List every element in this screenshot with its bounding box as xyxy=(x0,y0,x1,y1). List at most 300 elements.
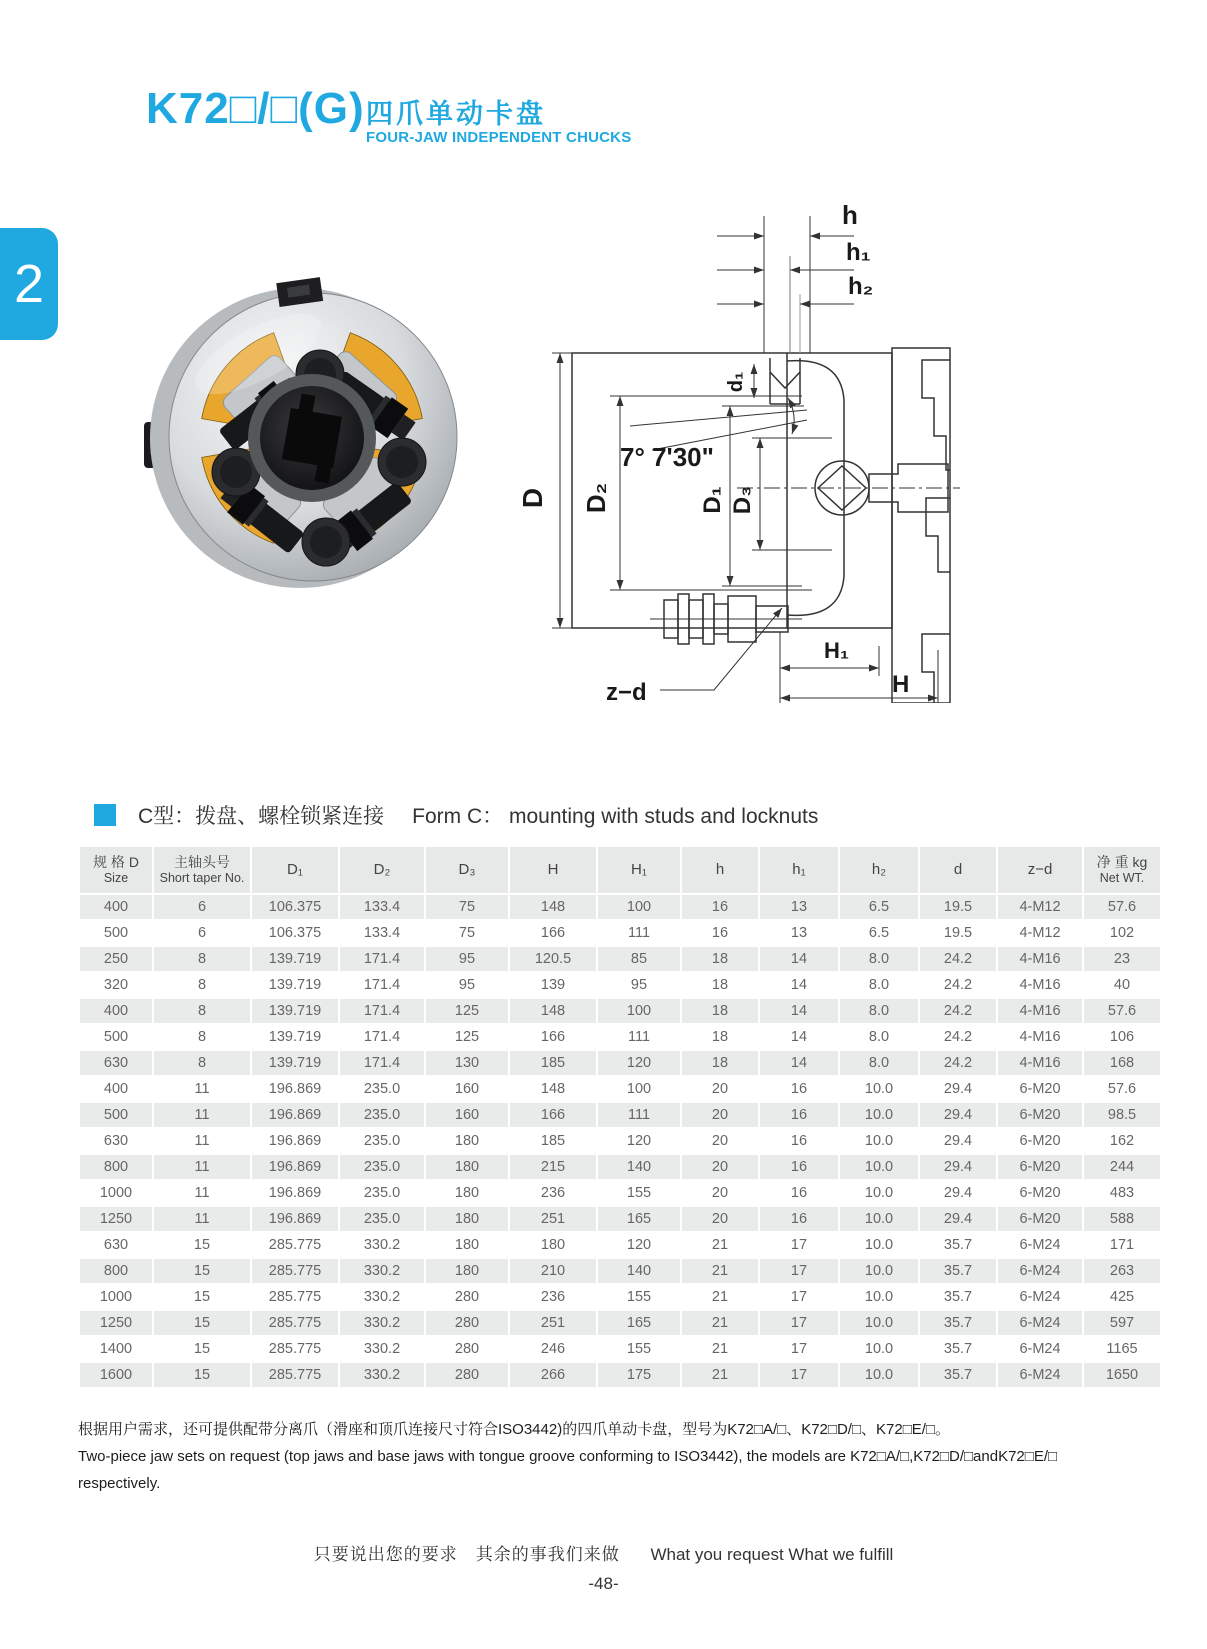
table-cell: 35.7 xyxy=(920,1259,996,1283)
table-cell: 166 xyxy=(510,1025,596,1049)
table-cell: 133.4 xyxy=(340,895,424,919)
table-cell: 330.2 xyxy=(340,1311,424,1335)
table-cell: 500 xyxy=(80,921,152,945)
table-cell: 18 xyxy=(682,999,758,1023)
table-cell: 6-M24 xyxy=(998,1311,1082,1335)
table-cell: 16 xyxy=(760,1207,838,1231)
table-row xyxy=(80,895,1160,919)
table-cell: 29.4 xyxy=(920,1155,996,1179)
table-cell: 10.0 xyxy=(840,1259,918,1283)
table-cell: 10.0 xyxy=(840,1103,918,1127)
table-cell: 166 xyxy=(510,1103,596,1127)
table-cell: 20 xyxy=(682,1129,758,1153)
section-title-zh: C型：拨盘、螺栓锁紧连接 xyxy=(138,805,385,828)
footer-slogan-zh: 只要说出您的要求 其余的事我们来做 xyxy=(313,1545,620,1564)
table-cell: 18 xyxy=(682,947,758,971)
table-cell: 250 xyxy=(80,947,152,971)
table-cell: 18 xyxy=(682,973,758,997)
table-cell: 400 xyxy=(80,999,152,1023)
table-cell: 19.5 xyxy=(920,921,996,945)
table-cell: 196.869 xyxy=(252,1155,338,1179)
table-cell: 148 xyxy=(510,999,596,1023)
section-title-en: Form C： mounting with studs and locknuts xyxy=(412,805,819,828)
table-cell: 235.0 xyxy=(340,1181,424,1205)
table-cell: 57.6 xyxy=(1084,895,1160,919)
table-cell: 16 xyxy=(682,895,758,919)
table-cell: 6-M20 xyxy=(998,1077,1082,1101)
table-cell: 266 xyxy=(510,1363,596,1387)
table-cell: 4-M12 xyxy=(998,895,1082,919)
table-cell: 8 xyxy=(154,973,250,997)
column-header: z−d xyxy=(998,847,1082,893)
table-cell: 6-M24 xyxy=(998,1363,1082,1387)
table-cell: 11 xyxy=(154,1207,250,1231)
table-cell: 21 xyxy=(682,1285,758,1309)
table-row xyxy=(80,999,1160,1023)
table-cell: 35.7 xyxy=(920,1311,996,1335)
table-cell: 180 xyxy=(426,1259,508,1283)
table-cell: 180 xyxy=(426,1207,508,1231)
table-cell: 1400 xyxy=(80,1337,152,1361)
table-cell: 100 xyxy=(598,999,680,1023)
table-cell: 6-M24 xyxy=(998,1259,1082,1283)
table-cell: 139.719 xyxy=(252,1051,338,1075)
table-cell: 139.719 xyxy=(252,947,338,971)
table-row xyxy=(80,1207,1160,1231)
table-cell: 330.2 xyxy=(340,1337,424,1361)
table-row xyxy=(80,1155,1160,1179)
table-cell: 10.0 xyxy=(840,1363,918,1387)
technical-drawing xyxy=(502,198,962,703)
table-cell: 235.0 xyxy=(340,1103,424,1127)
table-cell: 4-M16 xyxy=(998,947,1082,971)
table-cell: 17 xyxy=(760,1363,838,1387)
table-cell: 10.0 xyxy=(840,1233,918,1257)
product-photo xyxy=(140,276,475,611)
table-cell: 21 xyxy=(682,1259,758,1283)
table-cell: 14 xyxy=(760,973,838,997)
table-cell: 85 xyxy=(598,947,680,971)
column-header: h₂ xyxy=(840,847,918,893)
table-cell: 8 xyxy=(154,1025,250,1049)
table-cell: 15 xyxy=(154,1363,250,1387)
table-cell: 35.7 xyxy=(920,1285,996,1309)
table-cell: 16 xyxy=(760,1181,838,1205)
table-cell: 24.2 xyxy=(920,973,996,997)
table-cell: 8.0 xyxy=(840,1025,918,1049)
table-cell: 1650 xyxy=(1084,1363,1160,1387)
table-cell: 75 xyxy=(426,921,508,945)
table-cell: 180 xyxy=(426,1181,508,1205)
section-marker-square xyxy=(94,804,116,826)
page-title-model: K72□/□(G) xyxy=(146,84,365,133)
table-cell: 330.2 xyxy=(340,1233,424,1257)
table-cell: 588 xyxy=(1084,1207,1160,1231)
table-cell: 6.5 xyxy=(840,895,918,919)
table-cell: 111 xyxy=(598,921,680,945)
table-cell: 160 xyxy=(426,1103,508,1127)
table-cell: 196.869 xyxy=(252,1181,338,1205)
table-cell: 140 xyxy=(598,1155,680,1179)
table-cell: 11 xyxy=(154,1103,250,1127)
table-cell: 1250 xyxy=(80,1311,152,1335)
table-cell: 95 xyxy=(426,973,508,997)
table-cell: 100 xyxy=(598,1077,680,1101)
table-cell: 139.719 xyxy=(252,973,338,997)
table-body xyxy=(80,895,1160,1387)
table-cell: 139 xyxy=(510,973,596,997)
dim-label-H1: H₁ xyxy=(824,638,849,663)
table-cell: 800 xyxy=(80,1259,152,1283)
dim-label-D: D xyxy=(517,487,548,509)
spec-table xyxy=(78,845,1162,1389)
table-cell: 35.7 xyxy=(920,1363,996,1387)
table-cell: 10.0 xyxy=(840,1155,918,1179)
table-cell: 40 xyxy=(1084,973,1160,997)
table-cell: 425 xyxy=(1084,1285,1160,1309)
table-cell: 4-M16 xyxy=(998,1051,1082,1075)
table-row xyxy=(80,1077,1160,1101)
note-zh: 根据用户需求，还可提供配带分离爪（滑座和顶爪连接尺寸符合ISO3442)的四爪单动卡盘，型号为K72□A/□、K72□D/□、K72□E/□。 xyxy=(78,1421,950,1438)
table-cell: 630 xyxy=(80,1051,152,1075)
table-cell: 180 xyxy=(426,1233,508,1257)
table-cell: 24.2 xyxy=(920,1051,996,1075)
table-cell: 16 xyxy=(760,1103,838,1127)
table-cell: 800 xyxy=(80,1155,152,1179)
table-cell: 8.0 xyxy=(840,1051,918,1075)
table-cell: 6-M24 xyxy=(998,1337,1082,1361)
table-cell: 235.0 xyxy=(340,1129,424,1153)
dim-label-D2: D₂ xyxy=(581,482,611,514)
notes xyxy=(78,1416,1142,1497)
table-cell: 16 xyxy=(682,921,758,945)
column-header: 规 格 D Size xyxy=(80,847,152,893)
column-header: 主轴头号 Short taper No. xyxy=(154,847,250,893)
table-cell: 98.5 xyxy=(1084,1103,1160,1127)
table-cell: 95 xyxy=(598,973,680,997)
table-cell: 35.7 xyxy=(920,1337,996,1361)
chapter-tab: 2 xyxy=(0,228,58,340)
table-cell: 630 xyxy=(80,1233,152,1257)
table-cell: 106.375 xyxy=(252,921,338,945)
table-cell: 4-M16 xyxy=(998,973,1082,997)
table-cell: 4-M16 xyxy=(998,999,1082,1023)
dim-label-D3: D₃ xyxy=(729,485,756,515)
table-cell: 244 xyxy=(1084,1155,1160,1179)
page-title-zh: 四爪单动卡盘 xyxy=(366,99,546,129)
column-header: d xyxy=(920,847,996,893)
table-cell: 175 xyxy=(598,1363,680,1387)
table-cell: 95 xyxy=(426,947,508,971)
table-cell: 280 xyxy=(426,1337,508,1361)
table-cell: 285.775 xyxy=(252,1285,338,1309)
table-cell: 20 xyxy=(682,1181,758,1205)
table-cell: 120 xyxy=(598,1233,680,1257)
table-cell: 13 xyxy=(760,921,838,945)
table-cell: 10.0 xyxy=(840,1077,918,1101)
footer-slogan-en: What you request What we fulfill xyxy=(650,1545,894,1564)
table-cell: 8.0 xyxy=(840,973,918,997)
table-cell: 6-M20 xyxy=(998,1207,1082,1231)
table-cell: 280 xyxy=(426,1363,508,1387)
table-cell: 236 xyxy=(510,1181,596,1205)
table-cell: 185 xyxy=(510,1129,596,1153)
table-cell: 140 xyxy=(598,1259,680,1283)
table-cell: 29.4 xyxy=(920,1077,996,1101)
table-cell: 400 xyxy=(80,1077,152,1101)
page-number: -48- xyxy=(588,1574,619,1593)
table-cell: 155 xyxy=(598,1285,680,1309)
table-cell: 160 xyxy=(426,1077,508,1101)
table-cell: 19.5 xyxy=(920,895,996,919)
table-cell: 166 xyxy=(510,921,596,945)
table-cell: 280 xyxy=(426,1311,508,1335)
table-row xyxy=(80,1025,1160,1049)
table-cell: 17 xyxy=(760,1233,838,1257)
table-cell: 24.2 xyxy=(920,947,996,971)
table-cell: 185 xyxy=(510,1051,596,1075)
table-cell: 285.775 xyxy=(252,1337,338,1361)
table-cell: 13 xyxy=(760,895,838,919)
table-cell: 235.0 xyxy=(340,1207,424,1231)
table-cell: 14 xyxy=(760,1025,838,1049)
table-row xyxy=(80,1233,1160,1257)
table-cell: 263 xyxy=(1084,1259,1160,1283)
column-header: D₃ xyxy=(426,847,508,893)
table-cell: 6 xyxy=(154,921,250,945)
table-cell: 111 xyxy=(598,1103,680,1127)
table-cell: 24.2 xyxy=(920,999,996,1023)
table-cell: 148 xyxy=(510,1077,596,1101)
table-cell: 4-M16 xyxy=(998,1025,1082,1049)
table-cell: 18 xyxy=(682,1051,758,1075)
column-header: 净 重 kg Net WT. xyxy=(1084,847,1160,893)
column-header: D₂ xyxy=(340,847,424,893)
table-cell: 196.869 xyxy=(252,1207,338,1231)
table-row xyxy=(80,921,1160,945)
column-header: H xyxy=(510,847,596,893)
section-heading xyxy=(94,800,818,830)
table-cell: 57.6 xyxy=(1084,999,1160,1023)
table-cell: 14 xyxy=(760,947,838,971)
table-cell: 251 xyxy=(510,1311,596,1335)
table-cell: 196.869 xyxy=(252,1103,338,1127)
table-cell: 400 xyxy=(80,895,152,919)
table-cell: 11 xyxy=(154,1077,250,1101)
table-cell: 330.2 xyxy=(340,1363,424,1387)
table-cell: 20 xyxy=(682,1155,758,1179)
table-cell: 8 xyxy=(154,1051,250,1075)
table-row xyxy=(80,1337,1160,1361)
table-cell: 1250 xyxy=(80,1207,152,1231)
table-cell: 20 xyxy=(682,1207,758,1231)
table-cell: 6-M20 xyxy=(998,1129,1082,1153)
table-row xyxy=(80,1259,1160,1283)
table-row xyxy=(80,947,1160,971)
table-cell: 8.0 xyxy=(840,999,918,1023)
table-cell: 120 xyxy=(598,1051,680,1075)
table-cell: 10.0 xyxy=(840,1129,918,1153)
table-cell: 165 xyxy=(598,1207,680,1231)
column-header: h₁ xyxy=(760,847,838,893)
table-cell: 6-M20 xyxy=(998,1103,1082,1127)
table-cell: 15 xyxy=(154,1311,250,1335)
table-row xyxy=(80,1051,1160,1075)
table-cell: 196.869 xyxy=(252,1129,338,1153)
dim-label-d1: d₁ xyxy=(725,371,747,393)
table-cell: 1000 xyxy=(80,1181,152,1205)
table-cell: 75 xyxy=(426,895,508,919)
table-cell: 16 xyxy=(760,1155,838,1179)
dim-label-h: h xyxy=(842,200,858,230)
table-cell: 1165 xyxy=(1084,1337,1160,1361)
table-cell: 102 xyxy=(1084,921,1160,945)
table-cell: 17 xyxy=(760,1285,838,1309)
table-cell: 8 xyxy=(154,947,250,971)
table-cell: 215 xyxy=(510,1155,596,1179)
note-en: Two-piece jaw sets on request (top jaws and base jaws with tongue groove conforming to ISO3442), the models are K72□A/□,K72□D/□andK72□E/□ respectively. xyxy=(78,1448,1058,1492)
table-cell: 24.2 xyxy=(920,1025,996,1049)
table-cell: 280 xyxy=(426,1285,508,1309)
table-cell: 330.2 xyxy=(340,1285,424,1309)
table-cell: 120 xyxy=(598,1129,680,1153)
table-cell: 235.0 xyxy=(340,1155,424,1179)
table-cell: 21 xyxy=(682,1363,758,1387)
table-cell: 251 xyxy=(510,1207,596,1231)
table-cell: 15 xyxy=(154,1259,250,1283)
table-cell: 15 xyxy=(154,1233,250,1257)
table-cell: 630 xyxy=(80,1129,152,1153)
table-cell: 10.0 xyxy=(840,1207,918,1231)
dim-label-h2: h₂ xyxy=(848,273,874,300)
table-cell: 6-M20 xyxy=(998,1155,1082,1179)
table-cell: 8.0 xyxy=(840,947,918,971)
table-cell: 11 xyxy=(154,1155,250,1179)
table-cell: 6-M20 xyxy=(998,1181,1082,1205)
table-cell: 320 xyxy=(80,973,152,997)
table-cell: 29.4 xyxy=(920,1207,996,1231)
table-cell: 171.4 xyxy=(340,999,424,1023)
table-cell: 597 xyxy=(1084,1311,1160,1335)
table-cell: 10.0 xyxy=(840,1337,918,1361)
table-cell: 11 xyxy=(154,1129,250,1153)
table-cell: 18 xyxy=(682,1025,758,1049)
table-cell: 165 xyxy=(598,1311,680,1335)
table-cell: 35.7 xyxy=(920,1233,996,1257)
table-cell: 171.4 xyxy=(340,973,424,997)
table-cell: 16 xyxy=(760,1077,838,1101)
table-cell: 246 xyxy=(510,1337,596,1361)
table-cell: 6-M24 xyxy=(998,1285,1082,1309)
table-cell: 483 xyxy=(1084,1181,1160,1205)
table-cell: 171 xyxy=(1084,1233,1160,1257)
table-cell: 14 xyxy=(760,1051,838,1075)
table-cell: 285.775 xyxy=(252,1363,338,1387)
table-cell: 155 xyxy=(598,1181,680,1205)
table-cell: 15 xyxy=(154,1337,250,1361)
table-cell: 171.4 xyxy=(340,1025,424,1049)
table-cell: 17 xyxy=(760,1259,838,1283)
table-cell: 29.4 xyxy=(920,1103,996,1127)
table-cell: 180 xyxy=(426,1129,508,1153)
table-cell: 11 xyxy=(154,1181,250,1205)
table-cell: 285.775 xyxy=(252,1311,338,1335)
table-cell: 20 xyxy=(682,1077,758,1101)
chuck-centre-bore xyxy=(248,374,376,502)
dim-label-zd: z−d xyxy=(606,679,647,703)
table-cell: 148 xyxy=(510,895,596,919)
table-cell: 130 xyxy=(426,1051,508,1075)
table-cell: 17 xyxy=(760,1311,838,1335)
table-cell: 111 xyxy=(598,1025,680,1049)
table-cell: 120.5 xyxy=(510,947,596,971)
table-cell: 4-M12 xyxy=(998,921,1082,945)
table-row xyxy=(80,1311,1160,1335)
table-cell: 180 xyxy=(510,1233,596,1257)
table-cell: 196.869 xyxy=(252,1077,338,1101)
table-cell: 171.4 xyxy=(340,947,424,971)
table-cell: 100 xyxy=(598,895,680,919)
table-cell: 285.775 xyxy=(252,1233,338,1257)
table-cell: 57.6 xyxy=(1084,1077,1160,1101)
table-cell: 8 xyxy=(154,999,250,1023)
table-cell: 125 xyxy=(426,1025,508,1049)
column-header: H₁ xyxy=(598,847,680,893)
table-head-row xyxy=(80,847,1160,893)
table-row xyxy=(80,1285,1160,1309)
table-cell: 106.375 xyxy=(252,895,338,919)
table-cell: 21 xyxy=(682,1233,758,1257)
table-cell: 180 xyxy=(426,1155,508,1179)
table-cell: 23 xyxy=(1084,947,1160,971)
footer-slogan xyxy=(0,1540,1207,1565)
table-row xyxy=(80,1103,1160,1127)
table-cell: 210 xyxy=(510,1259,596,1283)
table-cell: 29.4 xyxy=(920,1129,996,1153)
dim-label-h1: h₁ xyxy=(846,239,871,266)
table-cell: 236 xyxy=(510,1285,596,1309)
table-row xyxy=(80,973,1160,997)
table-cell: 17 xyxy=(760,1337,838,1361)
table-cell: 6 xyxy=(154,895,250,919)
dim-label-D1: D₁ xyxy=(699,486,726,514)
table-cell: 330.2 xyxy=(340,1259,424,1283)
chuck-section-view xyxy=(572,348,950,703)
table-row xyxy=(80,1363,1160,1387)
column-header: D₁ xyxy=(252,847,338,893)
table-row xyxy=(80,1181,1160,1205)
table-cell: 285.775 xyxy=(252,1259,338,1283)
table-cell: 6.5 xyxy=(840,921,918,945)
table-cell: 168 xyxy=(1084,1051,1160,1075)
table-cell: 15 xyxy=(154,1285,250,1309)
table-cell: 1600 xyxy=(80,1363,152,1387)
table-cell: 162 xyxy=(1084,1129,1160,1153)
table-cell: 235.0 xyxy=(340,1077,424,1101)
table-cell: 20 xyxy=(682,1103,758,1127)
table-cell: 10.0 xyxy=(840,1181,918,1205)
table-cell: 500 xyxy=(80,1025,152,1049)
page-title-en: FOUR-JAW INDEPENDENT CHUCKS xyxy=(366,129,632,146)
table-cell: 500 xyxy=(80,1103,152,1127)
table-cell: 21 xyxy=(682,1337,758,1361)
table-cell: 1000 xyxy=(80,1285,152,1309)
dim-label-H: H xyxy=(892,671,910,698)
table-cell: 21 xyxy=(682,1311,758,1335)
table-row xyxy=(80,1129,1160,1153)
table-cell: 139.719 xyxy=(252,1025,338,1049)
table-cell: 16 xyxy=(760,1129,838,1153)
